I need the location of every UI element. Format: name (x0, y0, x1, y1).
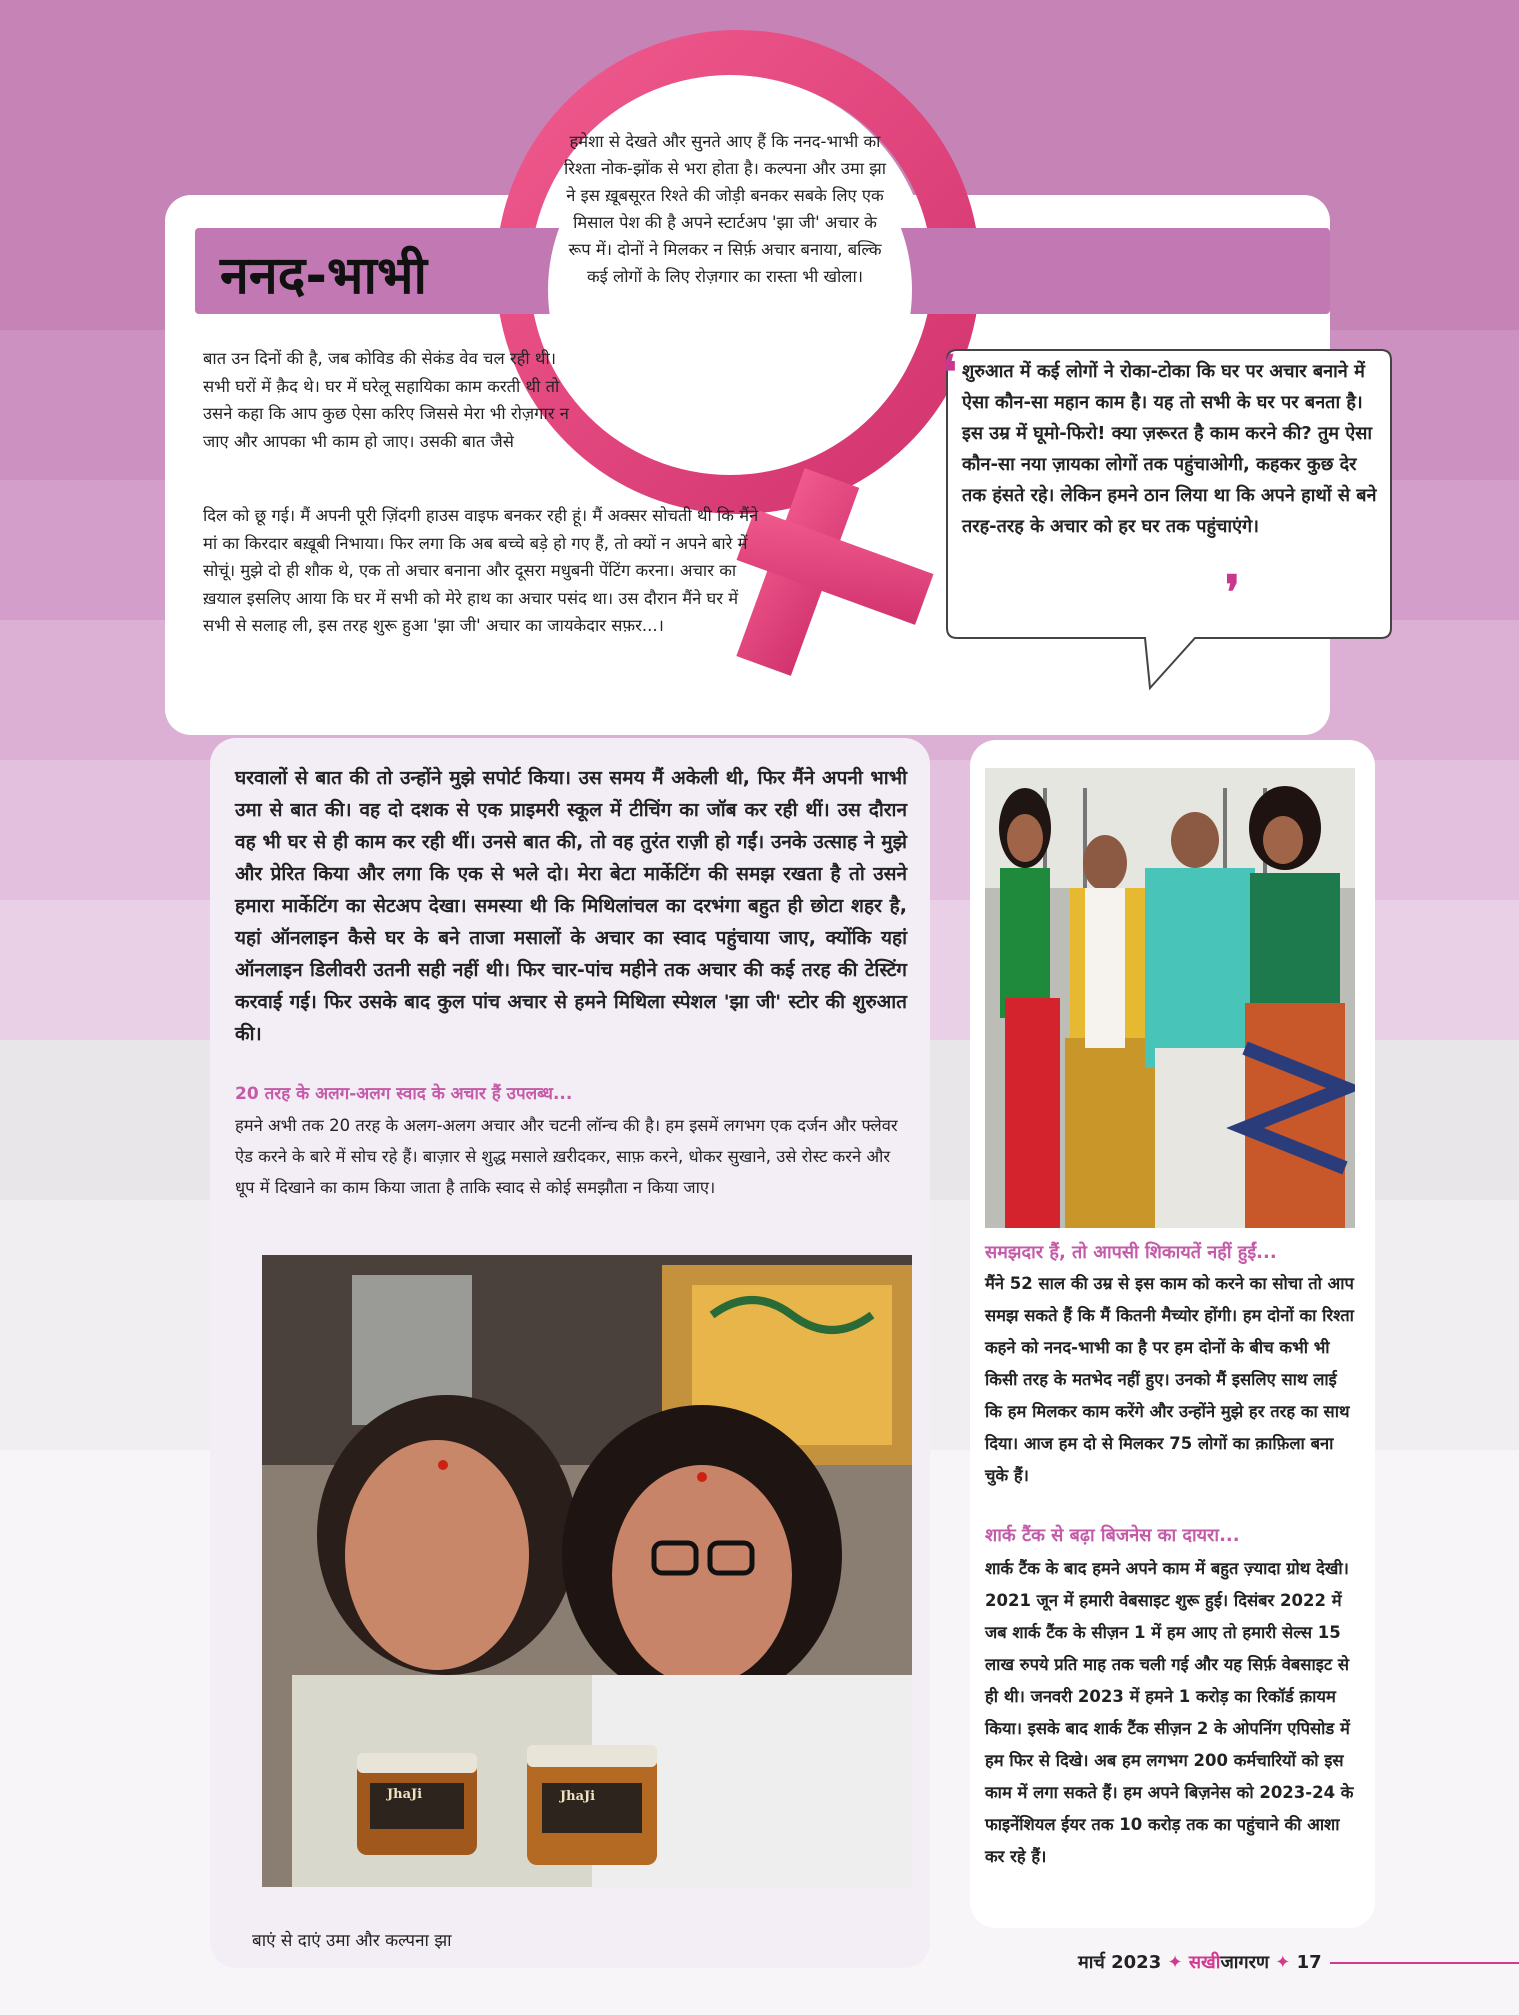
star-icon: ✦ (1275, 1952, 1291, 1973)
footer-rule (1330, 1962, 1519, 1964)
body-para-flavours: हमने अभी तक 20 तरह के अलग-अलग अचार और चटनी लॉन्च की है। हम इसमें लगभग एक दर्जन और फ्लेवर ऐड करने के बारे में सोच रहे हैं। बाज़ार से शुद्ध मसाले ख़रीदकर, साफ़ करने, धोकर सुखाने, उसे रोस्ट करने और धूप में दिखाने का काम किया जाता है ताकि स्वाद से कोई समझौता न किया जाए। (235, 1116, 898, 1197)
subhead-shark-tank: शार्क टैंक से बढ़ा बिजनेस का दायरा... (985, 1525, 1240, 1546)
subhead-no-complaints: समझदार हैं, तो आपसी शिकायतें नहीं हुईं... (985, 1242, 1277, 1263)
subhead-pickle-flavours: 20 तरह के अलग-अलग स्वाद के अचार हैं उपलब्ध... (235, 1084, 573, 1104)
issue-date: मार्च 2023 (1078, 1952, 1162, 1973)
intro-text: हमेशा से देखते और सुनते आए हैं कि ननद-भाभी का रिश्ता नोक-झोंक से भरा होता है। कल्पना और उमा झा ने इस ख़ूबसूरत रिश्ते की जोड़ी बनकर सबके लिए एक मिसाल पेश की है अपने स्टार्टअप 'झा जी' अचार के रूप में। दोनों ने मिलकर न सिर्फ़ अचार बनाया, बल्कि कई लोगों के लिए रोज़गार का रास्ता भी खोला। (563, 132, 886, 286)
body-para-main: घरवालों से बात की तो उन्होंने मुझे सपोर्ट किया। उस समय मैं अकेली थी, फिर मैंने अपनी भाभी उमा से बात की। वह दो दशक से एक प्राइमरी स्कूल में टीचिंग का जॉब कर रही थीं। उस दौरान वह भी घर से ही काम कर रही थीं। उनसे बात की, तो वह तुरंत राज़ी हो गईं। उनके उत्साह ने मुझे और प्रेरित किया और लगा कि एक से भले दो। मेरा बेटा मार्केटिंग की समझ रखता है तो उसने हमारा मार्केटिंग का सेटअप देखा। समस्या थी कि मिथिलांचल का दरभंगा बहुत ही छोटा शहर है, यहां ऑनलाइन कैसे घर के बने ताजा मसालों के अचार का स्वाद पहुंचाया जाए, क्योंकि यहां ऑनलाइन डिलीवरी उतनी सही नहीं थी। फिर चार-पांच महीने तक अचार की कई तरह की टेस्टिंग करवाई गई। फिर उसके बाद कुल पांच अचार से हमने मिथिला स्पेशल 'झा जी' स्टोर की शुरुआत की। (235, 767, 907, 1045)
jar-label-right: JhaJi (560, 1789, 596, 1804)
story-para-top: बात उन दिनों की है, जब कोविड की सेकंड वेव चल रही थी। सभी घरों में क़ैद थे। घर में घरेलू सहायिका काम करती थी तो उसने कहा कि आप कुछ ऐसा करिए जिससे मेरा भी रोज़गार न जाए और आपका भी काम हो जाए। उसकी बात जैसे (203, 349, 569, 451)
quote-open-icon: ❛ (942, 345, 957, 399)
side-para-relationship: मैंने 52 साल की उम्र से इस काम को करने का सोचा तो आप समझ सकते हैं कि मैं कितनी मैच्योर होंगी। हम दोनों का रिश्ता कहने को ननद-भाभी का है पर हम दोनों के बीच कभी भी किसी तरह के मतभेद नहीं हुए। उनको मैं इसलिए साथ लाई कि हम मिलकर काम करेंगे और उन्होंने मुझे हर तरह का साथ दिया। आज हम दो से मिलकर 75 लोगों का क़ाफ़िला बना चुके हैं। (985, 1274, 1354, 1485)
page-footer (1078, 1950, 1322, 1974)
page-number: 17 (1296, 1952, 1322, 1973)
page-title: ननद-भाभी (220, 246, 427, 306)
photo-caption: बाएं से दाएं उमा और कल्पना झा (252, 1931, 452, 1951)
star-icon: ✦ (1167, 1952, 1183, 1973)
quote-text: शुरुआत में कई लोगों ने रोका-टोका कि घर पर अचार बनाने में ऐसा कौन-सा महान काम है। यह तो सभी के घर पर बनता है। इस उम्र में घूमो-फिरो! क्या ज़रूरत है काम करने की? तुम ऐसा कौन-सा नया ज़ायका लोगों तक पहुंचाओगी, कहकर कुछ देर तक हंसते रहे। लेकिन हमने ठान लिया था कि अपने हाथों से बने तरह-तरह के अचार को हर घर तक पहुंचाएंगे। (962, 361, 1377, 537)
photo-uma-kalpana (262, 1255, 912, 1887)
story-para-bottom: दिल को छू गई। मैं अपनी पूरी ज़िंदगी हाउस वाइफ बनकर रही हूं। मैं अक्सर सोचती थी कि मैंने मां का किरदार बख़ूबी निभाया। फिर लगा कि अब बच्चे बड़े हो गए हैं, तो क्यों न अपने बारे में सोचूं। मुझे दो ही शौक थे, एक तो अचार बनाना और दूसरा मधुबनी पेंटिंग करना। अचार का ख़याल इसलिए आया कि घर में सभी को मेरे हाथ का अचार पसंद था। उस दौरान मैंने घर में सभी से सलाह ली, इस तरह शुरू हुआ 'झा जी' अचार का जायकेदार सफ़र...। (203, 506, 759, 635)
quote-close-icon: ❜ (1225, 565, 1240, 619)
jar-label-left: JhaJi (387, 1787, 423, 1802)
photo-group-four-women (985, 768, 1355, 1228)
side-para-shark-tank: शार्क टैंक के बाद हमने अपने काम में बहुत ज़्यादा ग्रोथ देखी। 2021 जून में हमारी वेबसाइट शुरू हुई। दिसंबर 2022 में जब शार्क टैंक के सीज़न 1 में हम आए तो हमारी सेल्स 15 लाख रुपये प्रति माह तक चली गई और यह सिर्फ़ वेबसाइट से ही थी। जनवरी 2023 में हमने 1 करोड़ का रिकॉर्ड क़ायम किया। इसके बाद शार्क टैंक सीज़न 2 के ओपनिंग एपिसोड में हम फिर से दिखे। अब हम लगभग 200 कर्मचारियों को इस काम में लगा सकते हैं। हम अपने बिज़नेस को 2023-24 के फाइनेंशियल ईयर तक 10 करोड़ तक का पहुंचाने की आशा कर रहे हैं। (985, 1559, 1354, 1866)
brand-jagran: जागरण (1220, 1952, 1269, 1973)
brand-sakhi: सखी (1188, 1952, 1221, 1973)
